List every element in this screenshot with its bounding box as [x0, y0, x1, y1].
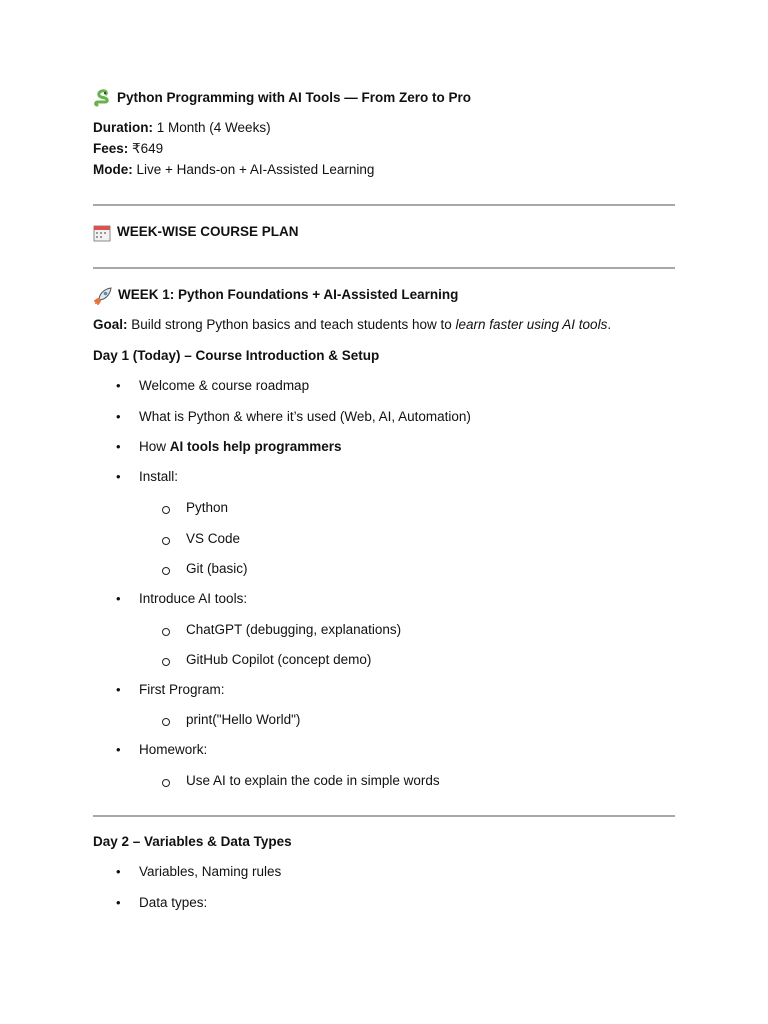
sub-list-item: GitHub Copilot (concept demo)	[186, 652, 372, 667]
mode-row	[93, 161, 374, 179]
day2-heading: Day 2 – Variables & Data Types	[93, 834, 292, 849]
list-item: Variables, Naming rules	[139, 864, 282, 879]
circle-bullet-icon	[162, 567, 170, 575]
page-title: Python Programming with AI Tools — From Zero to Pro	[117, 90, 472, 105]
fees-value: ₹649	[132, 141, 164, 156]
circle-bullet-icon	[162, 658, 170, 666]
circle-bullet-icon	[162, 779, 170, 787]
bullet-icon: •	[116, 895, 121, 910]
mode-value: Live + Hands-on + AI-Assisted Learning	[136, 162, 375, 177]
bullet-icon: •	[116, 439, 121, 454]
list-item: Install:	[139, 469, 179, 484]
goal-label: Goal:	[93, 317, 128, 332]
divider	[93, 204, 675, 206]
fees-row	[93, 140, 163, 158]
day1-heading: Day 1 (Today) – Course Introduction & Setup	[93, 348, 380, 363]
duration-label: Duration:	[93, 120, 153, 135]
bullet-icon: •	[116, 682, 121, 697]
goal-end: .	[607, 317, 612, 332]
circle-bullet-icon	[162, 537, 170, 545]
duration-row	[93, 119, 271, 137]
list-item	[139, 438, 342, 456]
sub-list-item: ChatGPT (debugging, explanations)	[186, 622, 402, 637]
bullet-icon: •	[116, 742, 121, 757]
list-item: First Program:	[139, 682, 225, 697]
bullet-icon: •	[116, 864, 121, 879]
mode-label: Mode:	[93, 162, 133, 177]
week1-heading: WEEK 1: Python Foundations + AI-Assisted Learning	[118, 287, 459, 302]
item-text: How	[139, 439, 170, 454]
list-item: What is Python & where it’s used (Web, AI, Automation)	[139, 409, 471, 424]
goal-text: Build strong Python basics and teach students how to	[131, 317, 456, 332]
bullet-icon: •	[116, 591, 121, 606]
goal-emphasis: learn faster using AI tools	[455, 317, 608, 332]
list-item: Homework:	[139, 742, 208, 757]
circle-bullet-icon	[162, 506, 170, 514]
plan-heading: WEEK-WISE COURSE PLAN	[117, 224, 299, 239]
list-item: Data types:	[139, 895, 208, 910]
rocket-icon	[93, 286, 113, 306]
sub-list-item: VS Code	[186, 531, 241, 546]
divider	[93, 815, 675, 817]
sub-list-item: Git (basic)	[186, 561, 248, 576]
fees-label: Fees:	[93, 141, 129, 156]
duration-value: 1 Month (4 Weeks)	[156, 120, 271, 135]
calendar-icon	[93, 224, 111, 242]
sub-list-item: Python	[186, 500, 229, 515]
item-emphasis: AI tools help programmers	[169, 439, 342, 454]
sub-list-item: print("Hello World")	[186, 712, 301, 727]
circle-bullet-icon	[162, 628, 170, 636]
bullet-icon: •	[116, 469, 121, 484]
sub-list-item: Use AI to explain the code in simple words	[186, 773, 440, 788]
bullet-icon: •	[116, 409, 121, 424]
bullet-icon: •	[116, 378, 121, 393]
goal-row	[93, 316, 611, 334]
divider	[93, 267, 675, 269]
snake-icon	[93, 88, 113, 108]
circle-bullet-icon	[162, 718, 170, 726]
list-item: Introduce AI tools:	[139, 591, 248, 606]
list-item: Welcome & course roadmap	[139, 378, 310, 393]
